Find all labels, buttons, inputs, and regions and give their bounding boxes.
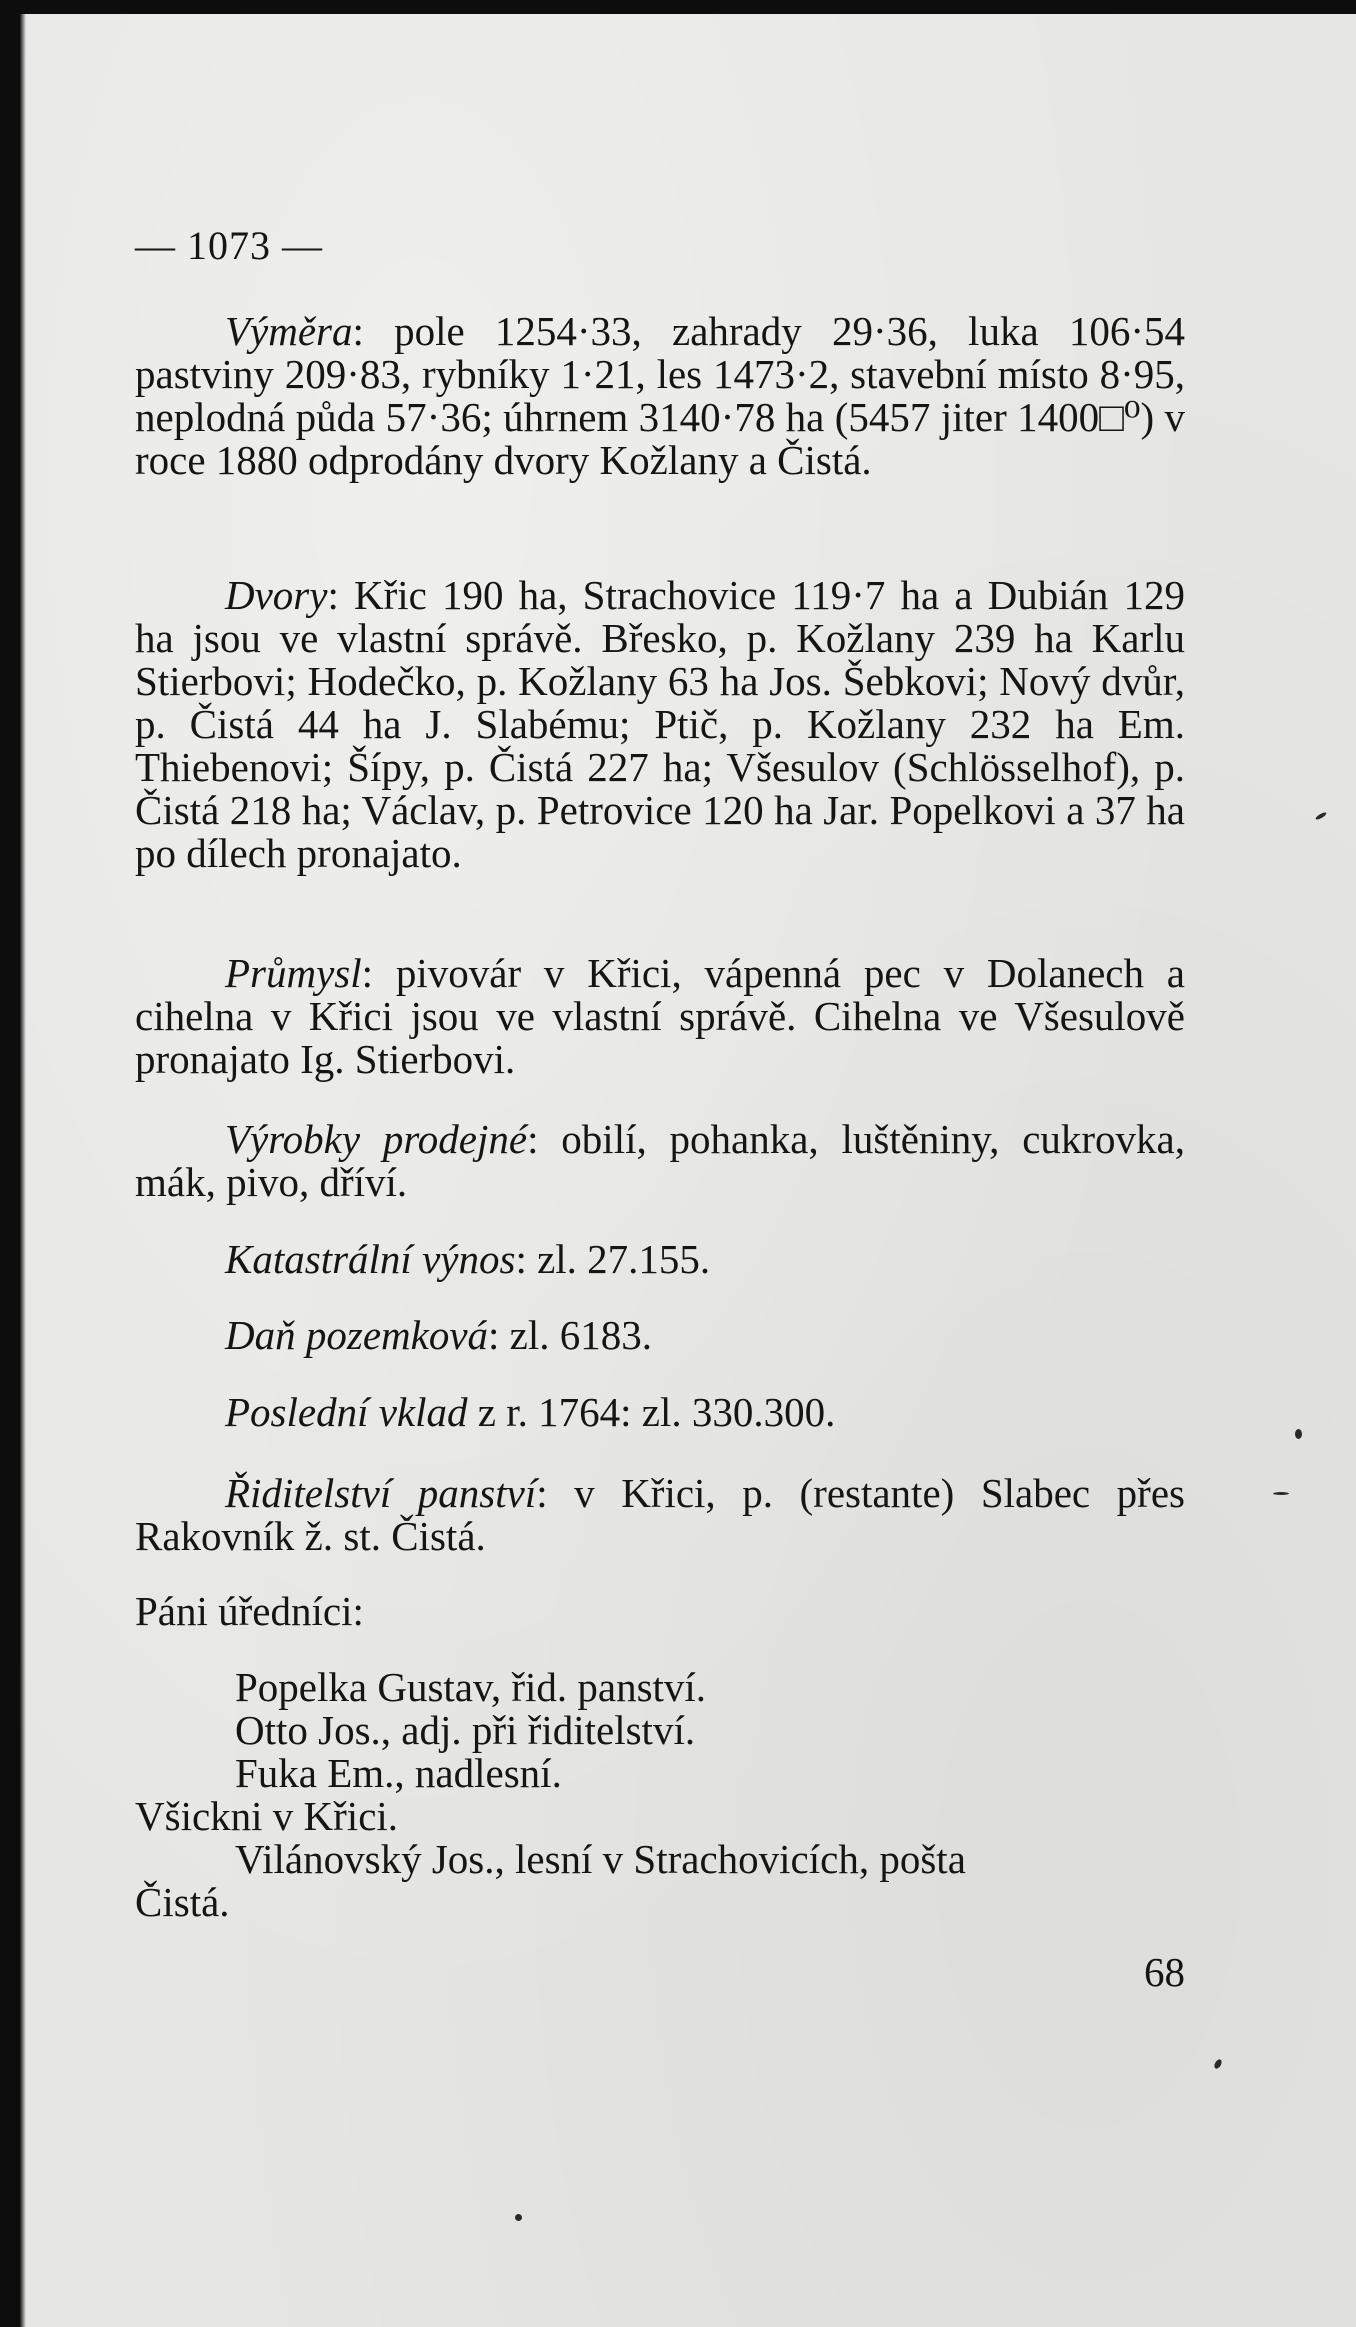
officials-heading: Páni úředníci:	[135, 1588, 364, 1634]
official-line: Vilánovský Jos., lesní v Strachovicích, pošta	[235, 1836, 966, 1882]
paragraph-dvory	[135, 574, 1185, 875]
paragraph-body: : pole 1254·33, zahrady 29·36, luka 106·54 pastviny 209·83, rybníky 1·21, les 1473·2, stavební místo 8·95, neplodná půda 57·36; úhrnem 3140·78 ha (5457 jiter 1400□⁰) v roce 1880 odprodány dvory Kožlany a Čistá.	[135, 308, 1185, 483]
official-line: Čistá.	[135, 1879, 230, 1925]
paragraph-vymera	[135, 310, 1185, 482]
ink-speck	[1213, 2058, 1223, 2070]
ink-speck	[1295, 1429, 1302, 1439]
paragraph-body: : obilí, pohanka, luštěniny, cukrovka, mák, pivo, dříví.	[135, 1116, 1185, 1205]
official-line: Otto Jos., adj. při řiditelství.	[235, 1707, 696, 1753]
paragraph-label: Výrobky prodejné	[225, 1116, 528, 1162]
ink-speck	[515, 2214, 522, 2221]
paragraph-prumysl	[135, 952, 1185, 1081]
official-line: Všickni v Křici.	[135, 1793, 399, 1839]
paragraph-body: : zl. 6183.	[488, 1312, 653, 1358]
book-page	[20, 14, 1356, 2327]
official-line: Fuka Em., nadlesní.	[235, 1750, 562, 1796]
paragraph-label: Katastrální výnos	[225, 1236, 516, 1282]
page-gutter-shadow	[20, 14, 26, 2327]
paragraph-body: z r. 1764: zl. 330.300.	[467, 1389, 836, 1435]
paragraph-dan	[135, 1314, 1185, 1357]
paragraph-body: : v Křici, p. (restante) Slabec přes Rakovník ž. st. Čistá.	[135, 1470, 1185, 1559]
paragraph-label: Průmysl	[225, 950, 362, 996]
paragraph-body: : zl. 27.155.	[515, 1236, 711, 1282]
paragraph-label: Řiditelství panství	[225, 1470, 537, 1516]
paragraph-label: Daň pozemková	[225, 1312, 489, 1358]
paragraph-vyrobky	[135, 1118, 1185, 1204]
ink-speck	[1273, 1492, 1289, 1495]
paragraph-label: Výměra	[225, 308, 353, 354]
paragraph-reditelstvi	[135, 1472, 1185, 1558]
paragraph-label: Dvory	[225, 572, 328, 618]
folio-number: 68	[1144, 1949, 1185, 1995]
paragraph-katastralni	[135, 1238, 1185, 1281]
paragraph-body: : Křic 190 ha, Strachovice 119·7 ha a Dubián 129 ha jsou ve vlastní správě. Břesko, p. Kožlany 239 ha Karlu Stierbovi; Hodečko, p. Kožlany 63 ha Jos. Šebkovi; Nový dvůr, p. Čistá 44 ha J. Slabému; Ptič, p. Kožlany 232 ha Em. Thiebenovi; Šípy, p. Čistá 227 ha; Všesulov (Schlösselhof), p. Čistá 218 ha; Václav, p. Petrovice 120 ha Jar. Popelkovi a 37 ha po dílech pronajato.	[135, 572, 1185, 876]
paragraph-body: : pivovár v Křici, vápenná pec v Dolanech a cihelna v Křici jsou ve vlastní správě. Cihelna ve Všesulově pronajato Ig. Stierbovi.	[135, 950, 1185, 1082]
paragraph-posledni	[135, 1391, 1185, 1434]
official-line: Popelka Gustav, řid. panství.	[235, 1664, 707, 1710]
page-number: — 1073 —	[135, 223, 323, 268]
ink-speck	[1315, 811, 1327, 820]
paragraph-label: Poslední vklad	[225, 1389, 468, 1435]
